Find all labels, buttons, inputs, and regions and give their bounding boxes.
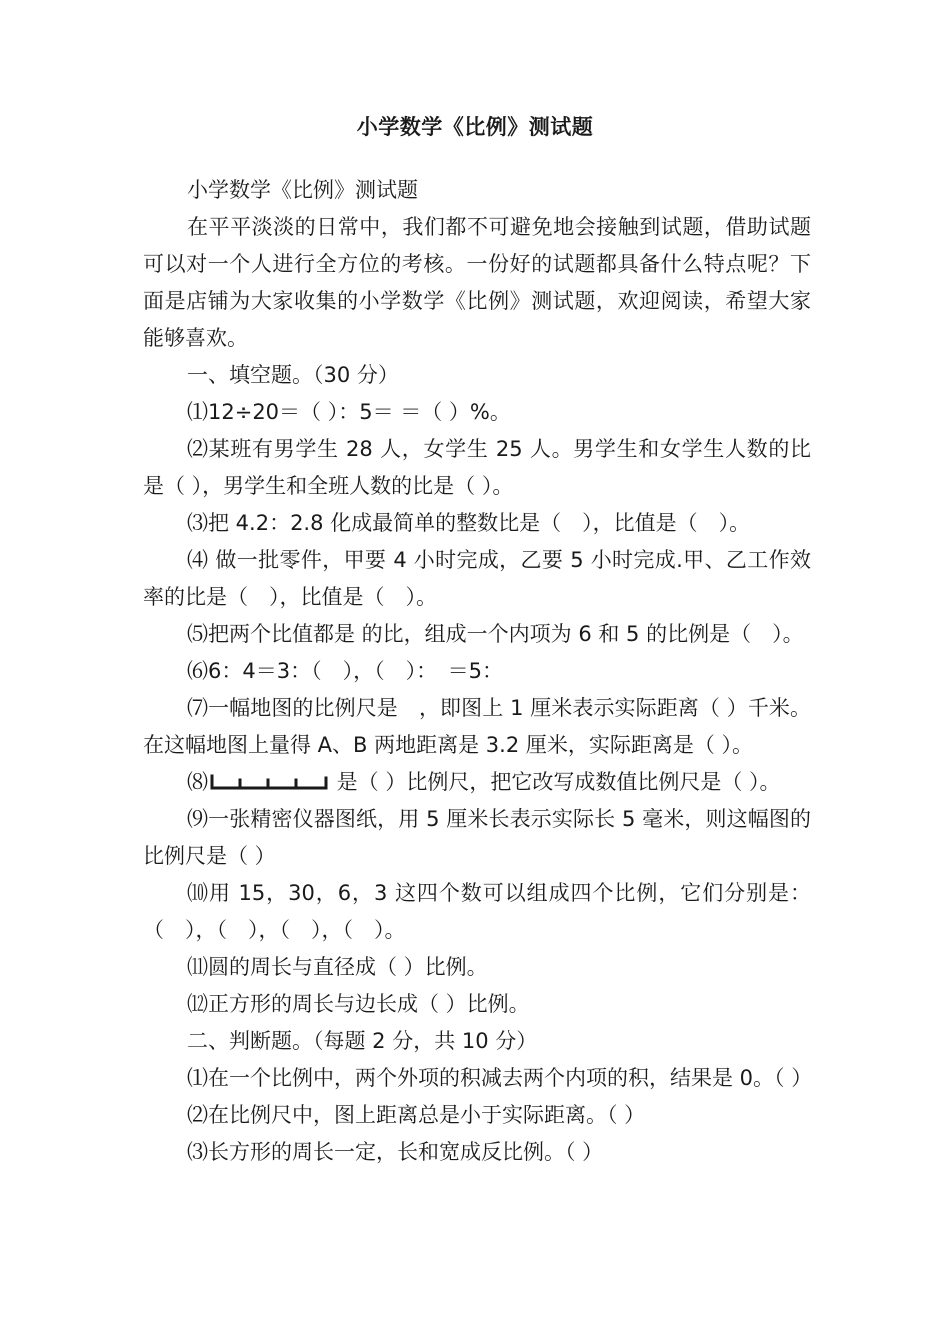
question-1-6: ⑹6：4＝3：（ ），（ ）： ＝5： bbox=[187, 659, 503, 683]
question-1-8-text: 是（ ）比例尺，把它改写成数值比例尺是（ ）。 bbox=[330, 770, 781, 794]
subtitle: 小学数学《比例》测试题 bbox=[187, 178, 418, 202]
line-scale-bar-icon bbox=[210, 774, 328, 790]
question-2-2: ⑵在比例尺中，图上距离总是小于实际距离。（ ） bbox=[187, 1103, 646, 1127]
section-heading-true-false: 二、判断题。（每题 2 分，共 10 分） bbox=[187, 1029, 538, 1053]
section-heading-fill-blank: 一、填空题。（30 分） bbox=[187, 363, 399, 387]
question-1-2: ⑵某班有男学生 28 人，女学生 25 人。男学生和女学生人数的比是（ ），男学生和全班人数的比是（ ）。 bbox=[143, 437, 811, 498]
question-1-5: ⑸把两个比值都是 的比，组成一个内项为 6 和 5 的比例是（ ）。 bbox=[187, 622, 804, 646]
question-1-8 bbox=[143, 764, 811, 801]
question-1-8-number: ⑻ bbox=[187, 770, 208, 794]
question-2-1: ⑴在一个比例中，两个外项的积减去两个内项的积，结果是 0。（ ） bbox=[187, 1066, 813, 1090]
question-1-9: ⑼一张精密仪器图纸，用 5 厘米长表示实际长 5 毫米，则这幅图的比例尺是（ ） bbox=[143, 807, 811, 868]
document-body bbox=[143, 172, 811, 1171]
question-1-10: ⑽用 15，30，6，3 这四个数可以组成四个比例，它们分别是：（ ），（ ），（ ），（ ）。 bbox=[143, 881, 811, 942]
question-1-7: ⑺一幅地图的比例尺是 ，即图上 1 厘米表示实际距离（ ）千米。在这幅地图上量得 A、B 两地距离是 3.2 厘米，实际距离是（ ）。 bbox=[143, 696, 811, 757]
question-1-3: ⑶把 4.2：2.8 化成最简单的整数比是（ ），比值是（ ）。 bbox=[187, 511, 751, 535]
question-1-11: ⑾圆的周长与直径成（ ）比例。 bbox=[187, 955, 488, 979]
intro-paragraph: 在平平淡淡的日常中，我们都不可避免地会接触到试题，借助试题可以对一个人进行全方位的考核。一份好的试题都具备什么特点呢？下面是店铺为大家收集的小学数学《比例》测试题，欢迎阅读，希望大家能够喜欢。 bbox=[143, 215, 811, 350]
question-2-3: ⑶长方形的周长一定，长和宽成反比例。（ ） bbox=[187, 1140, 604, 1164]
question-1-4: ⑷ 做一批零件，甲要 4 小时完成，乙要 5 小时完成.甲、乙工作效率的比是（ ），比值是（ ）。 bbox=[143, 548, 811, 609]
question-1-12: ⑿正方形的周长与边长成（ ）比例。 bbox=[187, 992, 530, 1016]
page-title: 小学数学《比例》测试题 bbox=[356, 115, 594, 139]
question-1-1: ⑴12÷20＝（ ）：5＝ ＝（ ）%。 bbox=[187, 400, 511, 424]
